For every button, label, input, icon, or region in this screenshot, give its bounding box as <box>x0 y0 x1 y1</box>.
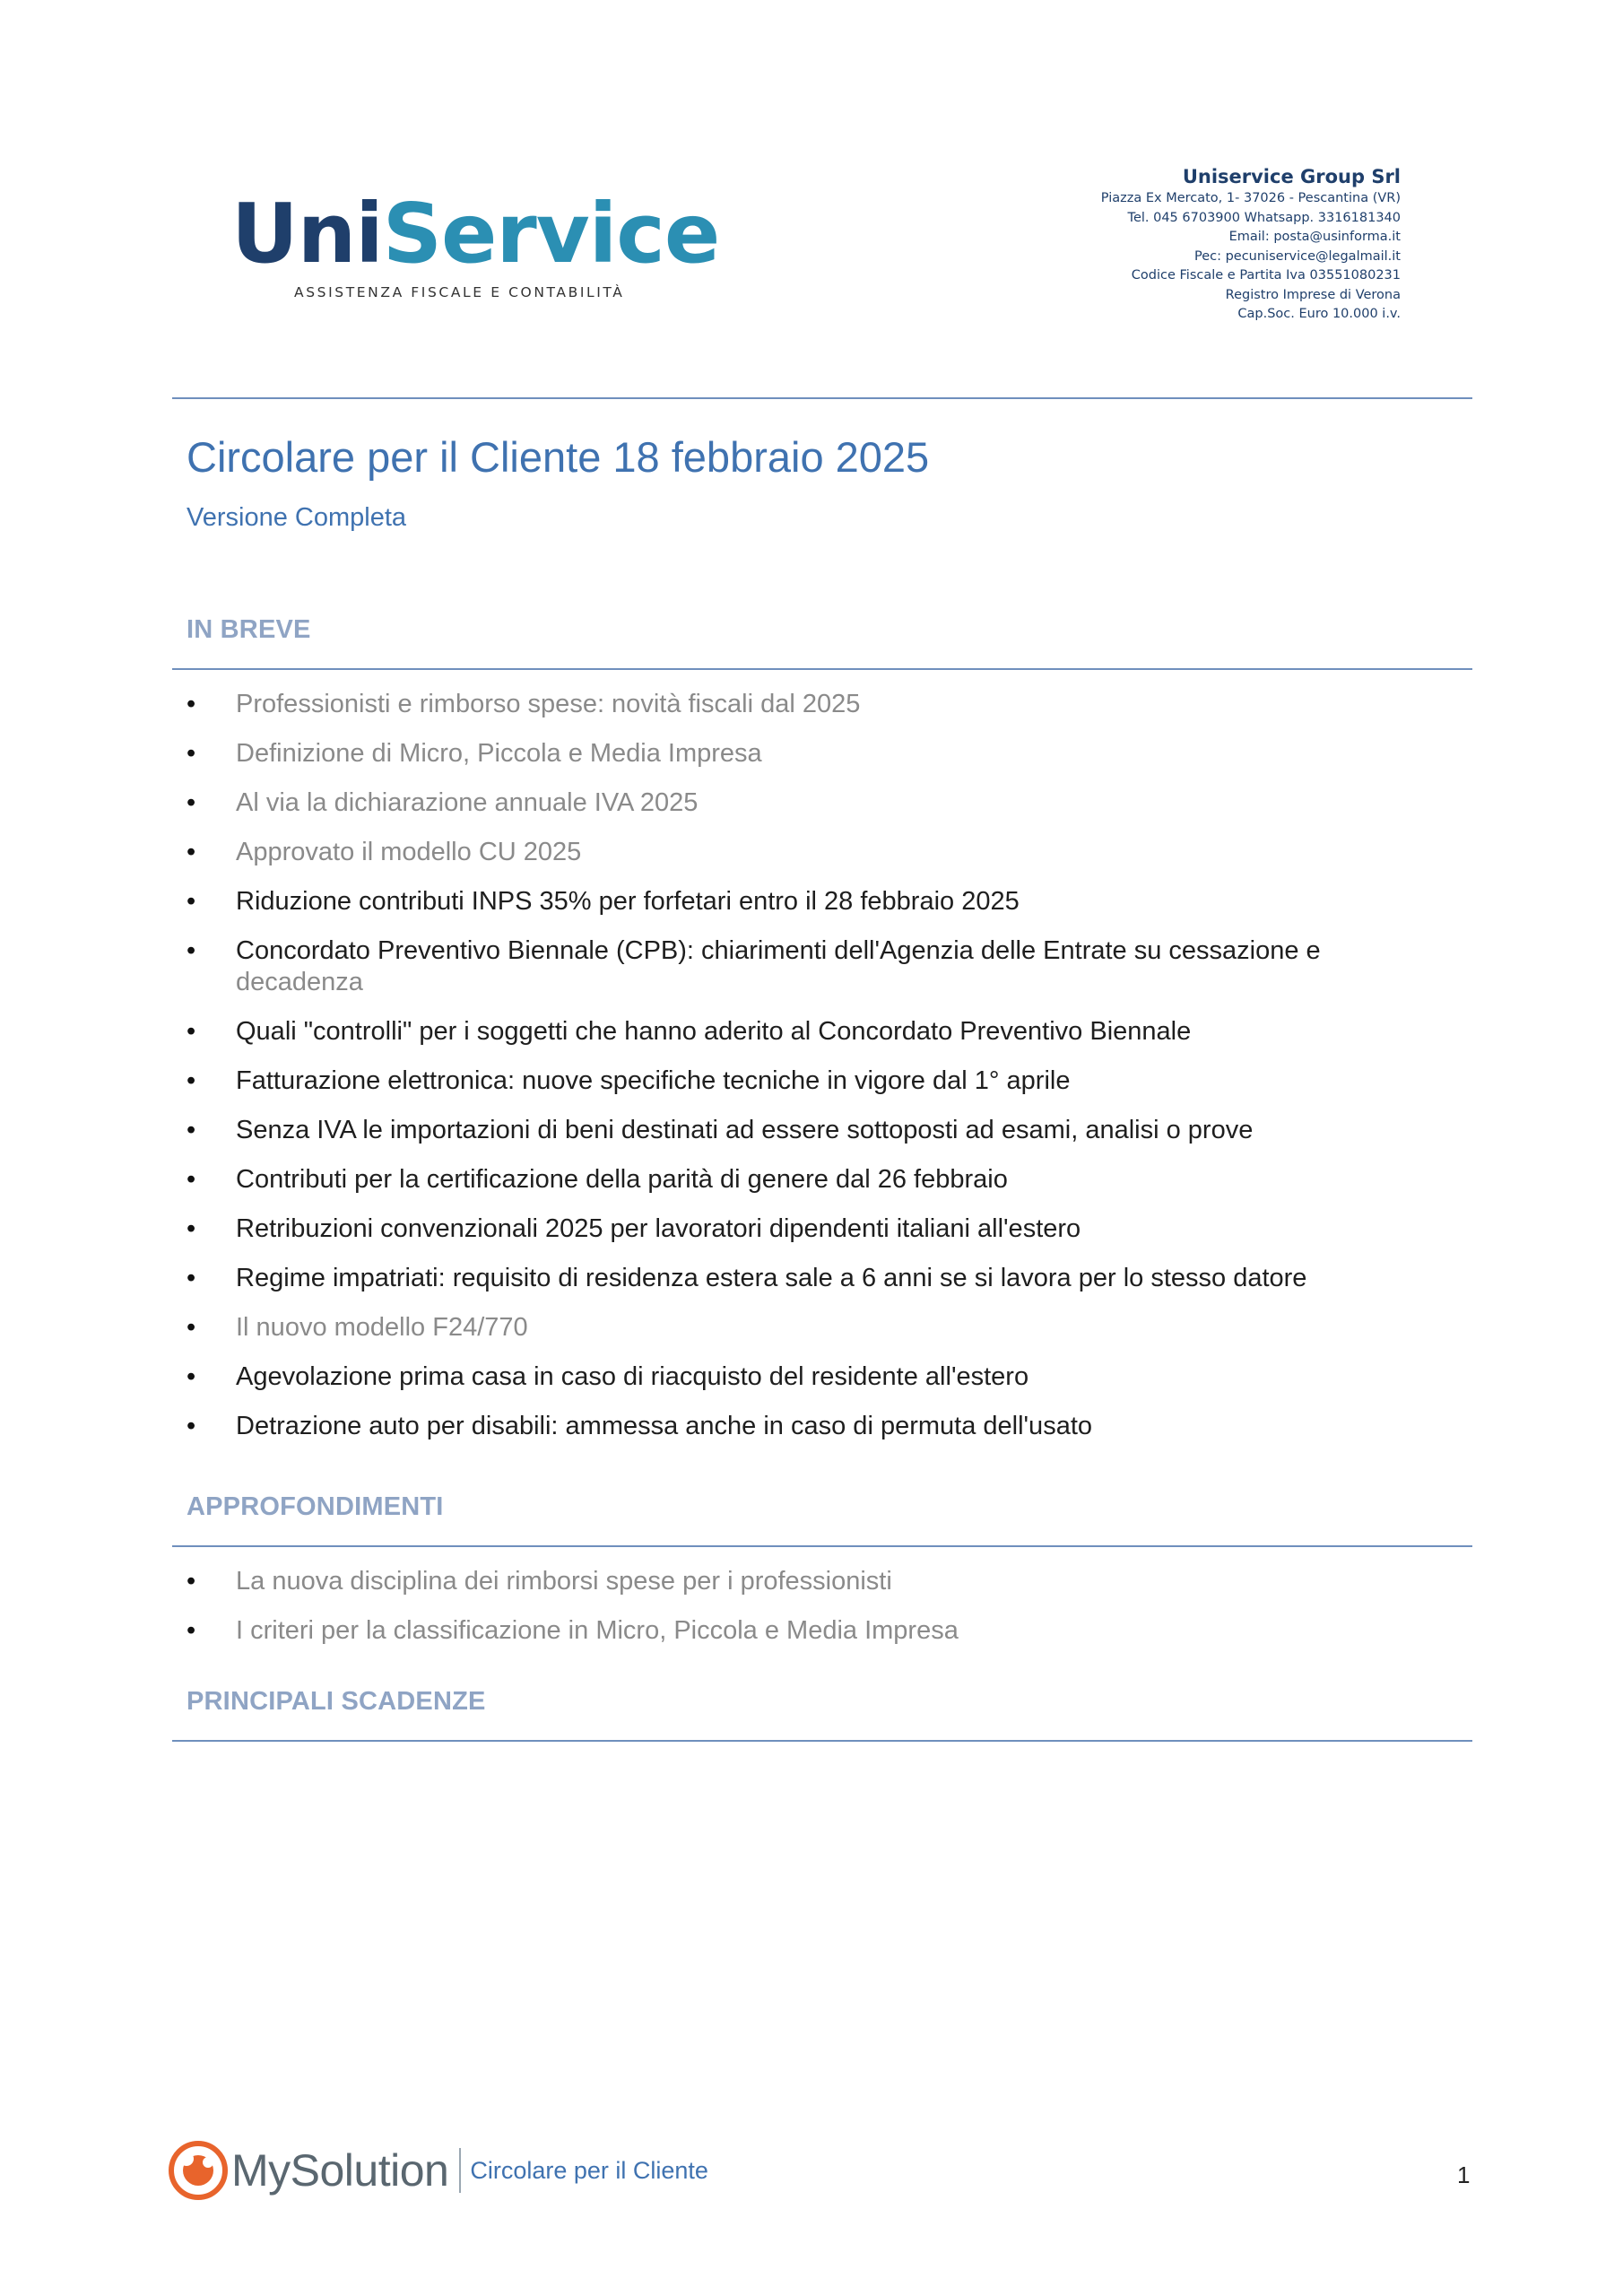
list-item[interactable]: • I criteri per la classificazione in Micro, Piccola e Media Impresa <box>187 1616 959 1645</box>
footer-subtitle: Circolare per il Cliente <box>470 2156 708 2184</box>
list-item[interactable]: • Approvato il modello CU 2025 <box>187 838 582 866</box>
page-title: Circolare per il Cliente 18 febbraio 2025 <box>187 433 930 481</box>
list-item[interactable]: • Al via la dichiarazione annuale IVA 2025 <box>187 788 699 817</box>
list-item-continuation: decadenza <box>236 968 363 996</box>
mysolution-logo-icon <box>167 2139 230 2202</box>
list-item[interactable]: • Retribuzioni convenzionali 2025 per lavoratori dipendenti italiani all'estero <box>187 1214 1081 1243</box>
footer-separator <box>459 2148 461 2193</box>
footer-brand-name: MySolution <box>231 2145 449 2196</box>
section-heading-approfondimenti: APPROFONDIMENTI <box>187 1492 444 1521</box>
header-divider <box>172 397 1472 399</box>
list-item[interactable]: • Contributi per la certificazione della parità di genere dal 26 febbraio <box>187 1165 1008 1194</box>
company-phone: Tel. 045 6703900 Whatsapp. 3316181340 <box>1127 210 1401 225</box>
list-item[interactable]: • Definizione di Micro, Piccola e Media Impresa <box>187 739 762 768</box>
company-name: Uniservice Group Srl <box>1182 166 1401 187</box>
company-registry: Registro Imprese di Verona <box>1225 287 1401 302</box>
list-item[interactable]: • Fatturazione elettronica: nuove specifiche tecniche in vigore dal 1° aprile <box>187 1066 1071 1095</box>
company-pec: Pec: pecuniservice@legalmail.it <box>1193 248 1401 264</box>
list-item[interactable]: • Quali "controlli" per i soggetti che hanno aderito al Concordato Preventivo Biennale <box>187 1017 1192 1046</box>
company-info <box>934 164 1401 325</box>
list-item[interactable]: • La nuova disciplina dei rimborsi spese per i professionisti <box>187 1567 892 1596</box>
footer-brand <box>167 2139 708 2202</box>
logo-tagline: ASSISTENZA FISCALE E CONTABILITÀ <box>294 284 625 300</box>
list-item[interactable]: • Regime impatriati: requisito di residenza estera sale a 6 anni se si lavora per lo stesso datore <box>187 1264 1307 1292</box>
section-heading-principali-scadenze: PRINCIPALI SCADENZE <box>187 1687 486 1716</box>
company-tax-id: Codice Fiscale e Partita Iva 03551080231 <box>1131 268 1401 283</box>
approfondimenti-list <box>187 1566 1460 1665</box>
uniservice-logo <box>231 186 720 309</box>
list-item[interactable]: • Riduzione contributi INPS 35% per forfetari entro il 28 febbraio 2025 <box>187 887 1020 916</box>
section-heading-in-breve: IN BREVE <box>187 615 311 644</box>
list-item[interactable]: • Agevolazione prima casa in caso di riacquisto del residente all'estero <box>187 1362 1029 1391</box>
logo-wordmark <box>231 186 720 282</box>
page-subtitle: Versione Completa <box>187 503 407 532</box>
list-item[interactable]: • Concordato Preventivo Biennale (CPB): chiarimenti dell'Agenzia delle Entrate su cessazione e decadenza <box>187 936 1321 996</box>
logo-text-uni: Uni <box>231 186 383 282</box>
logo-text-service: Service <box>382 186 720 282</box>
section-divider-scadenze <box>172 1740 1472 1742</box>
list-item[interactable]: • Detrazione auto per disabili: ammessa anche in caso di permuta dell'usato <box>187 1412 1093 1440</box>
list-item[interactable]: • Professionisti e rimborso spese: novità fiscali dal 2025 <box>187 690 861 718</box>
company-email: Email: posta@usinforma.it <box>1228 230 1401 244</box>
section-divider-in-breve <box>172 668 1472 670</box>
company-capital: Cap.Soc. Euro 10.000 i.v. <box>1237 307 1401 321</box>
company-address: Piazza Ex Mercato, 1- 37026 - Pescantina (VR) <box>1100 191 1401 205</box>
page-number: 1 <box>1457 2161 1471 2188</box>
in-breve-list <box>187 689 1460 1460</box>
list-item[interactable]: • Il nuovo modello F24/770 <box>187 1313 528 1342</box>
list-item[interactable]: • Senza IVA le importazioni di beni destinati ad essere sottoposti ad esami, analisi o prove <box>187 1116 1254 1144</box>
section-divider-approfondimenti <box>172 1545 1472 1547</box>
